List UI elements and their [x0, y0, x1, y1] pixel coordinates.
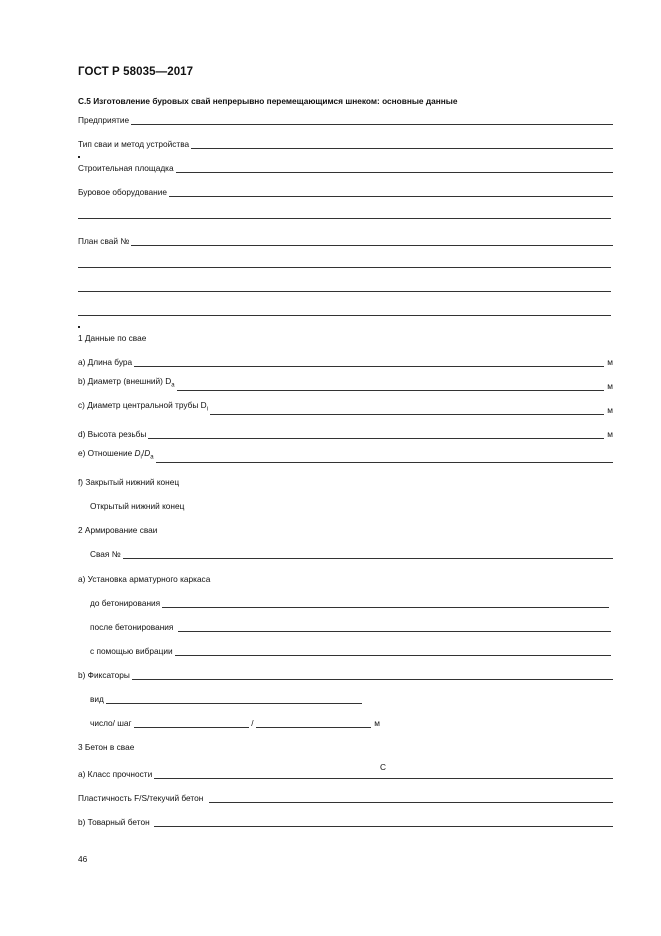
outer-diameter-field[interactable]	[177, 381, 605, 391]
after-concreting-label: после бетонирования	[90, 622, 174, 632]
enterprise-label: Предприятие	[78, 115, 130, 125]
site-field[interactable]	[176, 163, 613, 173]
open-end-label: Открытый нижний конец	[90, 501, 185, 511]
outer-diameter-row	[78, 376, 613, 391]
vibration-field[interactable]	[175, 646, 611, 656]
unit-label: м	[607, 405, 613, 415]
ratio-field[interactable]	[156, 453, 613, 463]
ratio-row	[78, 448, 613, 463]
pile-plan-line-3[interactable]	[78, 291, 611, 292]
strength-class-value: С	[380, 762, 386, 772]
auger-length-row	[78, 355, 613, 367]
strength-class-label: а) Класс прочности	[78, 769, 153, 779]
closed-end-row[interactable]	[78, 475, 613, 487]
before-concreting-field[interactable]	[162, 598, 609, 608]
plasticity-label: Пластичность F/S/текучий бетон	[78, 793, 204, 803]
unit-label: м	[374, 718, 380, 728]
slash-separator: /	[251, 718, 254, 728]
reinforcement-heading-row	[78, 523, 613, 535]
kind-field[interactable]	[106, 694, 362, 704]
central-tube-row	[78, 400, 613, 415]
thread-height-row	[78, 427, 613, 439]
auger-length-label: а) Длина бура	[78, 357, 133, 367]
enterprise-row	[78, 113, 613, 125]
after-concreting-field[interactable]	[178, 622, 611, 632]
concrete-heading: 3 Бетон в свае	[78, 742, 135, 752]
ready-mix-row	[78, 815, 613, 827]
pile-plan-line-2[interactable]	[78, 267, 611, 268]
pile-plan-field[interactable]	[131, 236, 613, 246]
ratio-label: e) Отношение $D_i/D_a$	[78, 448, 154, 461]
spacers-field[interactable]	[132, 670, 613, 680]
concrete-heading-row	[78, 740, 613, 752]
pile-plan-row	[78, 234, 613, 246]
pile-no-label: Свая №	[90, 549, 121, 559]
plasticity-row	[78, 791, 613, 803]
enterprise-field[interactable]	[131, 115, 613, 125]
equipment-row	[78, 185, 613, 197]
after-concreting-row	[90, 620, 611, 632]
equipment-field-continuation[interactable]	[78, 218, 611, 219]
site-row	[78, 161, 613, 173]
spacers-label: b) Фиксаторы	[78, 670, 130, 680]
unit-label: м	[607, 357, 613, 367]
unit-label: м	[607, 381, 613, 391]
pile-type-label: Тип сваи и метод устройства	[78, 139, 190, 149]
spacers-row	[78, 668, 613, 680]
page-number: 46	[78, 854, 88, 864]
before-concreting-label: до бетонирования	[90, 598, 161, 608]
central-tube-label: c) Диаметр центральной трубы $D_i$	[78, 400, 208, 413]
kind-label: вид	[90, 694, 104, 704]
ready-mix-field[interactable]	[154, 817, 613, 827]
thread-height-field[interactable]	[148, 429, 604, 439]
plasticity-field[interactable]	[209, 793, 613, 803]
vibration-row	[90, 644, 611, 656]
reinforcement-heading: 2 Армирование сваи	[78, 525, 158, 535]
auger-length-field[interactable]	[134, 357, 604, 367]
margin-dot	[78, 156, 80, 158]
site-label: Строительная площадка	[78, 163, 174, 173]
step-field[interactable]	[256, 718, 372, 728]
pile-no-field[interactable]	[123, 549, 613, 559]
document-header: ГОСТ Р 58035—2017	[78, 66, 194, 78]
strength-class-row	[78, 767, 613, 779]
margin-dot	[78, 326, 80, 328]
open-end-row[interactable]	[90, 499, 613, 511]
pile-plan-line-4[interactable]	[78, 315, 611, 316]
pile-plan-label: План свай №	[78, 236, 130, 246]
pile-type-field[interactable]	[191, 139, 613, 149]
count-field[interactable]	[134, 718, 250, 728]
cage-install-label: а) Установка арматурного каркаса	[78, 574, 211, 584]
vibration-label: с помощью вибрации	[90, 646, 173, 656]
outer-diameter-label: b) Диаметр (внешний) $D_a$	[78, 376, 175, 389]
pile-no-row	[90, 547, 613, 559]
equipment-field[interactable]	[169, 187, 613, 197]
unit-label: м	[607, 429, 613, 439]
thread-height-label: d) Высота резьбы	[78, 429, 147, 439]
equipment-label: Буровое оборудование	[78, 187, 167, 197]
before-concreting-row	[90, 596, 609, 608]
closed-end-label: f) Закрытый нижний конец	[78, 477, 180, 487]
count-step-row	[90, 716, 380, 728]
central-tube-field[interactable]	[210, 405, 604, 415]
kind-row	[90, 692, 362, 704]
section-title: С.5 Изготовление буровых свай непрерывно перемещающимся шнеком: основные данные	[78, 96, 458, 106]
ready-mix-label: b) Товарный бетон	[78, 817, 150, 827]
pile-type-row	[78, 137, 613, 149]
pile-data-heading: 1 Данные по свае	[78, 333, 147, 343]
cage-install-row	[78, 572, 613, 584]
count-step-label: число/ шаг	[90, 718, 132, 728]
pile-data-heading-row	[78, 331, 613, 343]
